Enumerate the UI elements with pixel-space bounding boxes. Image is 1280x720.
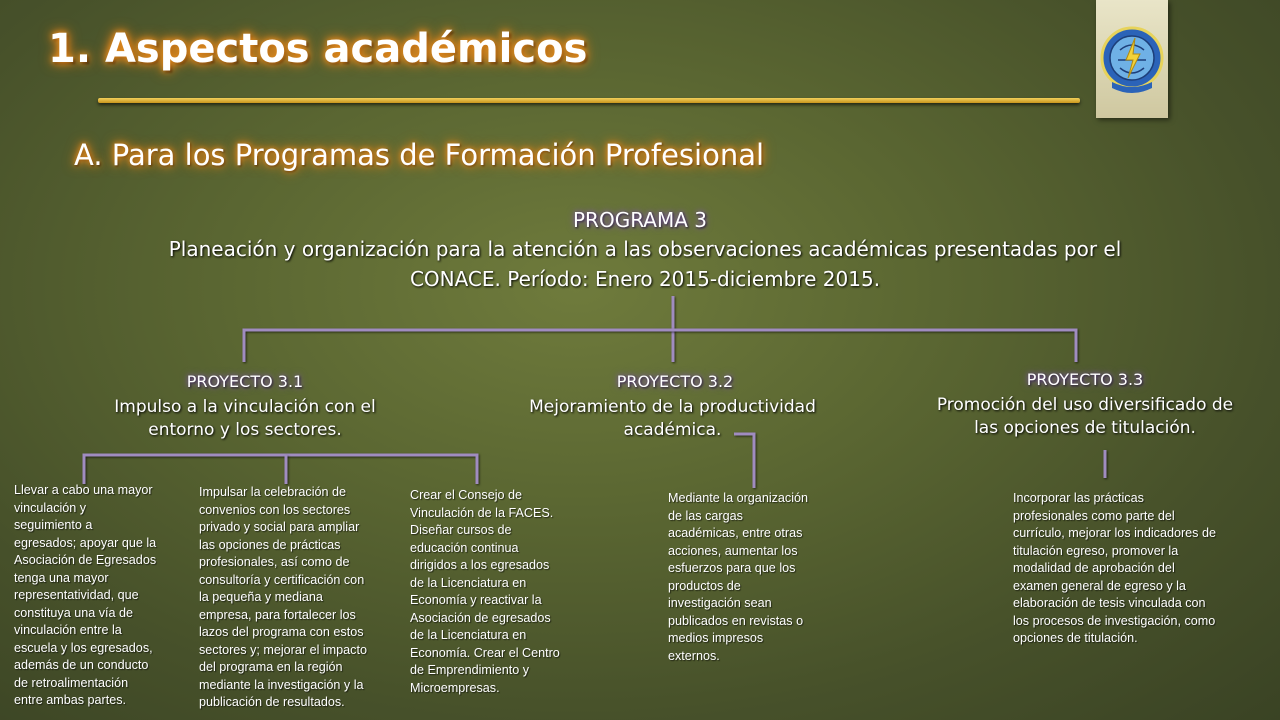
project-3-3-label: PROYECTO 3.3 (1026, 370, 1144, 389)
detail-line: Asociación de Egresados (14, 553, 157, 567)
detail-line: investigación sean (668, 596, 772, 610)
detail-line: publicación de resultados. (199, 695, 345, 709)
detail-line: medios impresos (668, 631, 764, 645)
detail-line: las opciones de prácticas (199, 537, 341, 552)
project-3-2-label: PROYECTO 3.2 (616, 372, 734, 391)
project-description-line: Impulso a la vinculación con el (114, 397, 376, 417)
detail-line: de las cargas (668, 508, 743, 523)
project-3-3-description (915, 394, 1255, 440)
detail-3-1-c (410, 487, 595, 697)
detail-line: constituya una vía de (14, 605, 134, 620)
detail-line: convenios con los sectores (199, 502, 351, 517)
detail-line: publicados en revistas o (668, 613, 804, 628)
project-description-line: Promoción del uso diversificado de (936, 395, 1234, 415)
detail-line: seguimiento a (14, 518, 93, 532)
section-subtitle: A. Para los Programas de Formación Profesional (74, 138, 765, 172)
detail-line: profesionales, así como de (199, 555, 350, 569)
detail-3-3 (1013, 490, 1263, 648)
detail-line: sectores y; mejorar el impacto (199, 642, 367, 657)
detail-line: de la Licenciatura en (410, 628, 527, 642)
detail-line: consultoría y certificación con (199, 572, 365, 587)
program-label: PROGRAMA 3 (573, 208, 707, 232)
project-description-line: entorno y los sectores. (148, 420, 342, 440)
detail-line: vinculación y (14, 500, 87, 515)
connector-project-3-2-branch (734, 434, 754, 488)
detail-3-1-a (14, 482, 189, 710)
detail-line: dirigidos a los egresados (410, 558, 550, 572)
detail-line: la pequeña y mediana (199, 590, 323, 604)
detail-line: modalidad de aprobación del (1013, 561, 1175, 575)
connector-project-3-1-branch (84, 455, 477, 484)
detail-line: Microempresas. (410, 680, 500, 695)
detail-line: Mediante la organización (668, 491, 809, 505)
detail-line: Llevar a cabo una mayor (14, 483, 153, 497)
detail-line: Vinculación de la FACES. (410, 505, 554, 520)
detail-3-1-b (199, 484, 399, 712)
detail-line: educación continua (410, 540, 519, 555)
detail-line: del programa en la región (199, 660, 343, 674)
detail-line: acciones, aumentar los (668, 543, 798, 558)
detail-line: tenga una mayor (14, 570, 109, 585)
detail-line: titulación egreso, promover la (1013, 543, 1179, 558)
detail-line: representatividad, que (14, 588, 139, 602)
detail-line: productos de (668, 578, 741, 593)
detail-line: Asociación de egresados (410, 610, 551, 625)
project-description-line: las opciones de titulación. (974, 418, 1196, 438)
program-description-line: Planeación y organización para la atención a las observaciones académicas presentadas por el (168, 237, 1122, 261)
detail-line: vinculación entre la (14, 623, 122, 637)
detail-line: empresa, para fortalecer los (199, 607, 356, 622)
project-3-2-description (500, 396, 845, 442)
detail-line: de la Licenciatura en (410, 575, 527, 590)
detail-line: Economía y reactivar la (410, 593, 542, 607)
detail-line: privado y social para ampliar (199, 520, 360, 534)
detail-line: elaboración de tesis vinculada con (1013, 596, 1206, 610)
detail-line: Diseñar cursos de (410, 523, 512, 537)
detail-line: Economía. Crear el Centro (410, 645, 560, 660)
project-description-line: Mejoramiento de la productividad (529, 397, 816, 417)
detail-line: externos. (668, 648, 720, 663)
detail-line: currículo, mejorar los indicadores de (1013, 526, 1216, 540)
detail-line: además de un conducto (14, 658, 149, 672)
detail-line: Incorporar las prácticas (1013, 491, 1144, 505)
detail-line: académicas, entre otras (668, 526, 803, 540)
detail-line: profesionales como parte del (1013, 508, 1175, 523)
detail-line: examen general de egreso y la (1013, 578, 1186, 593)
detail-line: egresados; apoyar que la (14, 535, 157, 550)
project-3-1-description (80, 396, 410, 442)
project-description-line: académica. (623, 420, 722, 440)
detail-line: lazos del programa con estos (199, 625, 364, 639)
detail-3-2 (668, 490, 848, 665)
detail-line: opciones de titulación. (1013, 631, 1138, 645)
project-3-1-label: PROYECTO 3.1 (186, 372, 304, 391)
detail-line: los procesos de investigación, como (1013, 613, 1216, 628)
detail-line: escuela y los egresados, (14, 640, 153, 655)
detail-line: mediante la investigación y la (199, 677, 364, 692)
detail-line: entre ambas partes. (14, 693, 127, 707)
slide-title: 1. Aspectos académicos (48, 26, 588, 72)
detail-line: esfuerzos para que los (668, 561, 796, 575)
detail-line: de Emprendimiento y (410, 663, 530, 677)
program-description-line: CONACE. Período: Enero 2015-diciembre 2015. (409, 267, 881, 291)
detail-line: de retroalimentación (14, 675, 129, 690)
detail-line: Crear el Consejo de (410, 488, 523, 502)
connector-top-bar (244, 330, 1076, 362)
detail-line: Impulsar la celebración de (199, 485, 347, 499)
